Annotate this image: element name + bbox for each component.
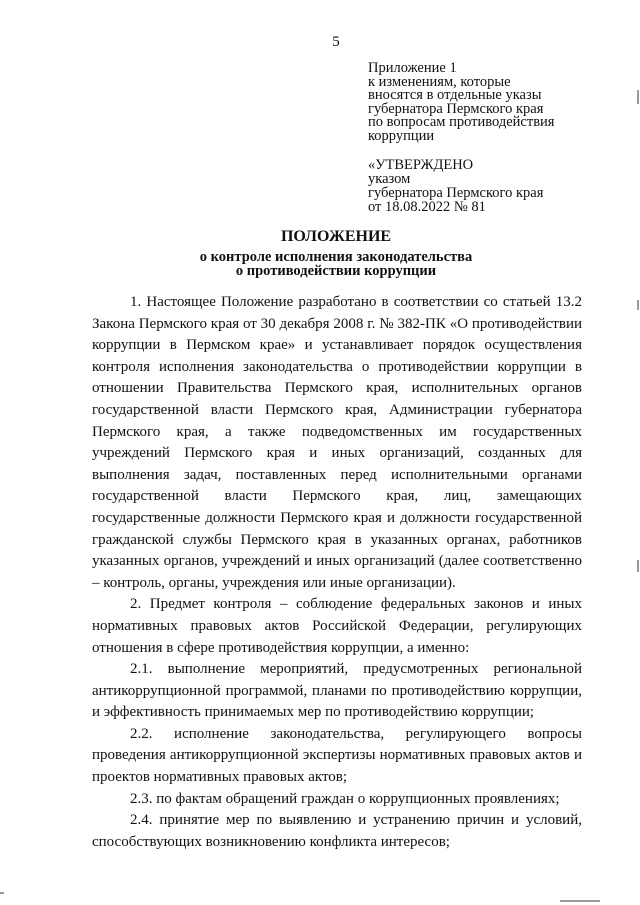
paragraph-2-1: 2.1. выполнение мероприятий, предусмотренных региональной антикоррупционной программой, планами по противодействию коррупции, и эффективность принимаемых мер по противодействию коррупции;: [92, 661, 582, 721]
appendix-block: [368, 62, 628, 143]
appendix-line: Приложение 1: [368, 60, 457, 76]
paragraph-2-4: 2.4. принятие мер по выявлению и устранению причин и условий, способствующих возникновению конфликта интересов;: [92, 812, 582, 850]
document-body: [92, 292, 582, 853]
appendix-line: к изменениям, которые: [368, 73, 511, 90]
subtitle-line: о контроле исполнения законодательства: [199, 249, 473, 265]
paragraph-2-3: 2.3. по фактам обращений граждан о коррупционных проявлениях;: [130, 790, 560, 807]
scan-edge-mark: [637, 560, 639, 572]
scan-edge-mark: [637, 90, 639, 104]
approval-line: указом: [368, 171, 411, 187]
approval-line: «УТВЕРЖДЕНО: [368, 157, 474, 173]
appendix-line: губернатора Пермского края: [368, 100, 544, 117]
approval-line: губернатора Пермского края: [368, 185, 544, 201]
approval-line: от 18.08.2022 № 81: [368, 199, 486, 215]
document-subtitle: [0, 250, 640, 278]
appendix-line: коррупции: [368, 127, 435, 144]
scan-edge-mark: [0, 892, 4, 894]
paragraph-2-2: 2.2. исполнение законодательства, регулирующего вопросы проведения антикоррупционной экспертизы нормативных правовых актов и проектов нормативных правовых актов;: [92, 725, 582, 786]
scan-edge-mark: [560, 900, 600, 902]
page-number: 5: [332, 34, 340, 50]
subtitle-line: о противодействии коррупции: [235, 263, 437, 279]
approval-block: [368, 158, 628, 214]
paragraph-2: 2. Предмет контроля – соблюдение федеральных законов и иных нормативных правовых актов Российской Федерации, регулирующих отношения в сфере противодействия коррупции, а именно:: [92, 596, 582, 656]
paragraph-1: 1. Настоящее Положение разработано в соответствии со статьей 13.2 Закона Пермского края от 30 декабря 2008 г. № 382-ПК «О противодействии коррупции в Пермском крае» и устанавливает порядок осуществления контроля исполнения законодательства о противодействии коррупции в отношении Правительства Пермского края, исполнительных органов государственной власти Пермского края, Администрации губернатора Пермского края, а также подведомственных им государственных учреждений Пермского края и иных организаций, созданных для выполнения задач, поставленных перед исполнительными органами государственной власти Пермского края, лиц, замещающих государственные должности Пермского края и должности государственной гражданской службы Пермского края в указанных органах, работников указанных органов, учреждений и иных организаций (далее соответственно – контроль, органы, учреждения или иные организации).: [92, 294, 582, 591]
appendix-line: вносятся в отдельные указы: [368, 87, 542, 103]
document-title: ПОЛОЖЕНИЕ: [280, 228, 392, 245]
appendix-line: по вопросам противодействия: [368, 114, 555, 130]
scan-edge-mark: [637, 300, 639, 310]
